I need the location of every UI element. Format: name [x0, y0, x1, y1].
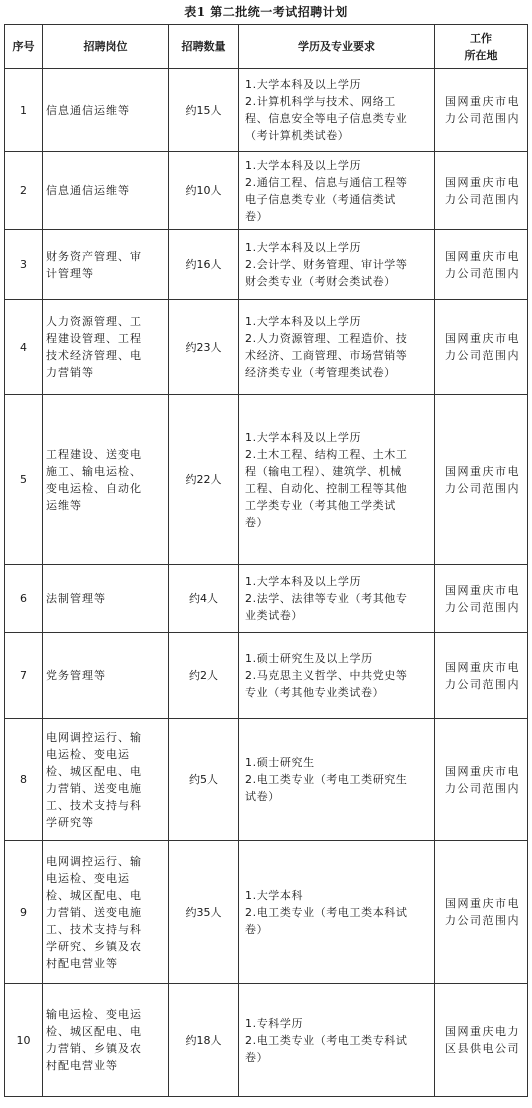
- cell-position-line: 程建设管理、工程: [46, 332, 142, 345]
- cell-requirements: [239, 69, 435, 152]
- cell-location-line: 国网重庆电力: [445, 1025, 520, 1038]
- cell-requirements-line: 2.电工类专业（考电工类本科试: [245, 905, 408, 919]
- cell-requirements-line: 电子信息类专业（考通信类试: [245, 192, 396, 206]
- cell-location-line: 力公司范围内: [445, 677, 520, 691]
- cell-requirements-line: 2.通信工程、信息与通信工程等: [245, 175, 408, 189]
- header-location: [435, 25, 528, 69]
- header-count: 招聘数量: [169, 25, 239, 69]
- cell-position-line: 施工、输电运检、: [46, 464, 142, 478]
- cell-seq: 3: [5, 230, 43, 300]
- cell-location: [435, 719, 528, 841]
- cell-position-line: 电网调控运行、输: [46, 854, 142, 868]
- table-row: [5, 841, 528, 984]
- cell-seq: 1: [5, 69, 43, 152]
- cell-position: [43, 841, 169, 984]
- cell-position-line: 计管理等: [46, 266, 94, 280]
- cell-location-line: 国网重庆市电: [445, 583, 520, 597]
- cell-location: [435, 300, 528, 395]
- cell-location-line: 力公司范围内: [445, 192, 520, 206]
- cell-requirements-line: 2.马克思主义哲学、中共党史等: [245, 669, 408, 682]
- cell-location: [435, 152, 528, 230]
- cell-position-line: 村配电营业等: [46, 1059, 118, 1072]
- cell-requirements-line: 工学类专业（考其他工学类试: [245, 498, 396, 512]
- cell-position-line: 电网调控运行、输: [46, 730, 142, 744]
- cell-position-line: 检、城区配电、电: [46, 888, 142, 902]
- cell-seq: 10: [5, 984, 43, 1097]
- cell-requirements-line: 2.会计学、财务管理、审计学等: [245, 258, 408, 271]
- cell-requirements-line: 2.计算机科学与技术、网络工: [245, 95, 396, 108]
- cell-position-line: 工、技术支持与科: [46, 922, 142, 936]
- cell-location-line: 力公司范围内: [445, 600, 520, 614]
- cell-requirements-line: 术经济、工商管理、市场营销等: [245, 349, 408, 362]
- cell-location-line: 区县供电公司: [445, 1042, 520, 1055]
- cell-requirements-line: 经济类专业（考管理类试卷）: [245, 366, 396, 379]
- cell-count: 约16人: [169, 230, 239, 300]
- cell-requirements-line: 2.电工类专业（考电工类研究生: [245, 773, 408, 786]
- cell-requirements-line: 卷）: [245, 209, 269, 223]
- header-seq: 序号: [5, 25, 43, 69]
- cell-location-line: 力公司范围内: [445, 266, 520, 280]
- cell-count: 约22人: [169, 395, 239, 565]
- table-row: [5, 230, 528, 300]
- cell-requirements-line: 2.人力资源管理、工程造价、技: [245, 332, 408, 345]
- cell-position-line: 检、城区配电、电: [46, 1025, 142, 1038]
- cell-requirements-line: 卷）: [245, 515, 269, 529]
- cell-position-line: 信息通信运维等: [46, 103, 130, 117]
- cell-position: [43, 633, 169, 719]
- recruitment-plan-table: [4, 24, 528, 1097]
- cell-requirements-line: 1.专科学历: [245, 1016, 304, 1030]
- cell-requirements: [239, 152, 435, 230]
- cell-position-line: 人力资源管理、工: [46, 315, 142, 328]
- cell-requirements-line: 1.大学本科及以上学历: [245, 78, 362, 91]
- cell-requirements-line: （考计算机类试卷）: [245, 129, 350, 142]
- cell-requirements-line: 1.大学本科及以上学历: [245, 158, 362, 172]
- cell-position: [43, 565, 169, 633]
- cell-count: 约4人: [169, 565, 239, 633]
- cell-requirements: [239, 841, 435, 984]
- cell-location-line: 国网重庆市电: [445, 764, 520, 778]
- cell-position-line: 力营销、送变电施: [46, 781, 142, 795]
- cell-requirements: [239, 395, 435, 565]
- cell-requirements-line: 工程、自动化、控制工程等其他: [245, 481, 408, 495]
- cell-requirements-line: 1.大学本科: [245, 888, 304, 902]
- cell-position-line: 党务管理等: [46, 669, 106, 682]
- cell-requirements: [239, 230, 435, 300]
- cell-location-line: 力公司范围内: [445, 112, 520, 125]
- cell-position: [43, 984, 169, 1097]
- cell-requirements-line: 1.大学本科及以上学历: [245, 430, 362, 444]
- table-row: [5, 395, 528, 565]
- cell-position-line: 学研究、乡镇及农: [46, 939, 142, 953]
- header-position: 招聘岗位: [43, 25, 169, 69]
- cell-count: 约18人: [169, 984, 239, 1097]
- table-row: [5, 719, 528, 841]
- header-row: [5, 25, 528, 69]
- cell-requirements-line: 1.硕士研究生: [245, 756, 315, 769]
- cell-position: [43, 300, 169, 395]
- cell-position-line: 电运检、变电运: [46, 871, 130, 885]
- cell-requirements-line: 1.大学本科及以上学历: [245, 575, 362, 588]
- cell-position-line: 学研究等: [46, 815, 94, 829]
- cell-position-line: 工、技术支持与科: [46, 798, 142, 812]
- cell-requirements-line: 专业（考其他专业类试卷）: [245, 686, 385, 699]
- cell-seq: 2: [5, 152, 43, 230]
- cell-position-line: 村配电营业等: [46, 956, 118, 970]
- cell-count: 约2人: [169, 633, 239, 719]
- cell-seq: 9: [5, 841, 43, 984]
- cell-position-line: 输电运检、变电运: [46, 1008, 142, 1021]
- cell-requirements-line: 卷）: [245, 1050, 269, 1064]
- cell-requirements: [239, 719, 435, 841]
- cell-position-line: 电运检、变电运: [46, 747, 130, 761]
- cell-requirements-line: 财会类专业（考财会类试卷）: [245, 275, 396, 288]
- cell-requirements-line: 程、信息安全等电子信息类专业: [245, 112, 408, 125]
- cell-seq: 8: [5, 719, 43, 841]
- cell-position-line: 法制管理等: [46, 592, 106, 605]
- cell-position: [43, 152, 169, 230]
- cell-seq: 7: [5, 633, 43, 719]
- cell-seq: 4: [5, 300, 43, 395]
- cell-requirements: [239, 633, 435, 719]
- cell-position: [43, 719, 169, 841]
- cell-requirements: [239, 984, 435, 1097]
- cell-position-line: 力营销、乡镇及农: [46, 1042, 142, 1055]
- cell-seq: 5: [5, 395, 43, 565]
- cell-requirements-line: 2.土木工程、结构工程、土木工: [245, 447, 408, 461]
- cell-requirements: [239, 300, 435, 395]
- cell-location: [435, 69, 528, 152]
- cell-requirements-line: 2.法学、法律等专业（考其他专: [245, 592, 408, 605]
- cell-count: 约5人: [169, 719, 239, 841]
- table-row: [5, 565, 528, 633]
- cell-position: [43, 230, 169, 300]
- cell-requirements-line: 1.硕士研究生及以上学历: [245, 652, 373, 665]
- cell-location-line: 国网重庆市电: [445, 332, 520, 345]
- cell-location: [435, 230, 528, 300]
- cell-position-line: 运维等: [46, 498, 82, 512]
- cell-location: [435, 984, 528, 1097]
- cell-location-line: 国网重庆市电: [445, 660, 520, 674]
- cell-position-line: 力营销等: [46, 366, 94, 379]
- cell-location: [435, 395, 528, 565]
- header-location-line: 所在地: [464, 48, 498, 62]
- cell-requirements-line: 试卷）: [245, 790, 280, 803]
- table-row: [5, 633, 528, 719]
- cell-requirements-line: 业类试卷）: [245, 609, 303, 622]
- cell-position: [43, 395, 169, 565]
- table-row: [5, 984, 528, 1097]
- cell-requirements-line: 卷）: [245, 922, 269, 936]
- cell-location-line: 力公司范围内: [445, 481, 520, 495]
- cell-count: 约35人: [169, 841, 239, 984]
- cell-location-line: 力公司范围内: [445, 781, 520, 795]
- cell-location-line: 力公司范围内: [445, 349, 520, 362]
- cell-location-line: 力公司范围内: [445, 914, 520, 927]
- cell-requirements-line: 2.电工类专业（考电工类专科试: [245, 1033, 408, 1047]
- cell-location: [435, 841, 528, 984]
- cell-position-line: 技术经济管理、电: [46, 349, 142, 362]
- cell-location: [435, 633, 528, 719]
- cell-position-line: 信息通信运维等: [46, 184, 130, 197]
- cell-position-line: 工程建设、送变电: [46, 447, 142, 461]
- cell-position-line: 财务资产管理、审: [46, 249, 142, 263]
- cell-position-line: 检、城区配电、电: [46, 764, 142, 778]
- table-row: [5, 152, 528, 230]
- cell-seq: 6: [5, 565, 43, 633]
- table-title: 表1 第二批统一考试招聘计划: [184, 5, 348, 19]
- cell-location-line: 国网重庆市电: [445, 249, 520, 263]
- cell-location-line: 国网重庆市电: [445, 464, 520, 478]
- cell-location: [435, 565, 528, 633]
- cell-position-line: 力营销、送变电施: [46, 905, 142, 919]
- cell-location-line: 国网重庆市电: [445, 175, 520, 189]
- cell-position: [43, 69, 169, 152]
- cell-count: 约10人: [169, 152, 239, 230]
- header-location-line: 工作: [470, 31, 492, 45]
- cell-requirements-line: 1.大学本科及以上学历: [245, 241, 362, 254]
- table-body: [5, 69, 528, 1097]
- table-row: [5, 300, 528, 395]
- cell-count: 约23人: [169, 300, 239, 395]
- cell-location-line: 国网重庆市电: [445, 95, 520, 108]
- cell-position-line: 变电运检、自动化: [46, 481, 142, 495]
- header-requirements: 学历及专业要求: [239, 25, 435, 69]
- cell-requirements-line: 1.大学本科及以上学历: [245, 315, 362, 328]
- cell-count: 约15人: [169, 69, 239, 152]
- table-row: [5, 69, 528, 152]
- cell-requirements-line: 程（输电工程）、建筑学、机械: [245, 464, 402, 478]
- cell-requirements: [239, 565, 435, 633]
- cell-location-line: 国网重庆市电: [445, 897, 520, 910]
